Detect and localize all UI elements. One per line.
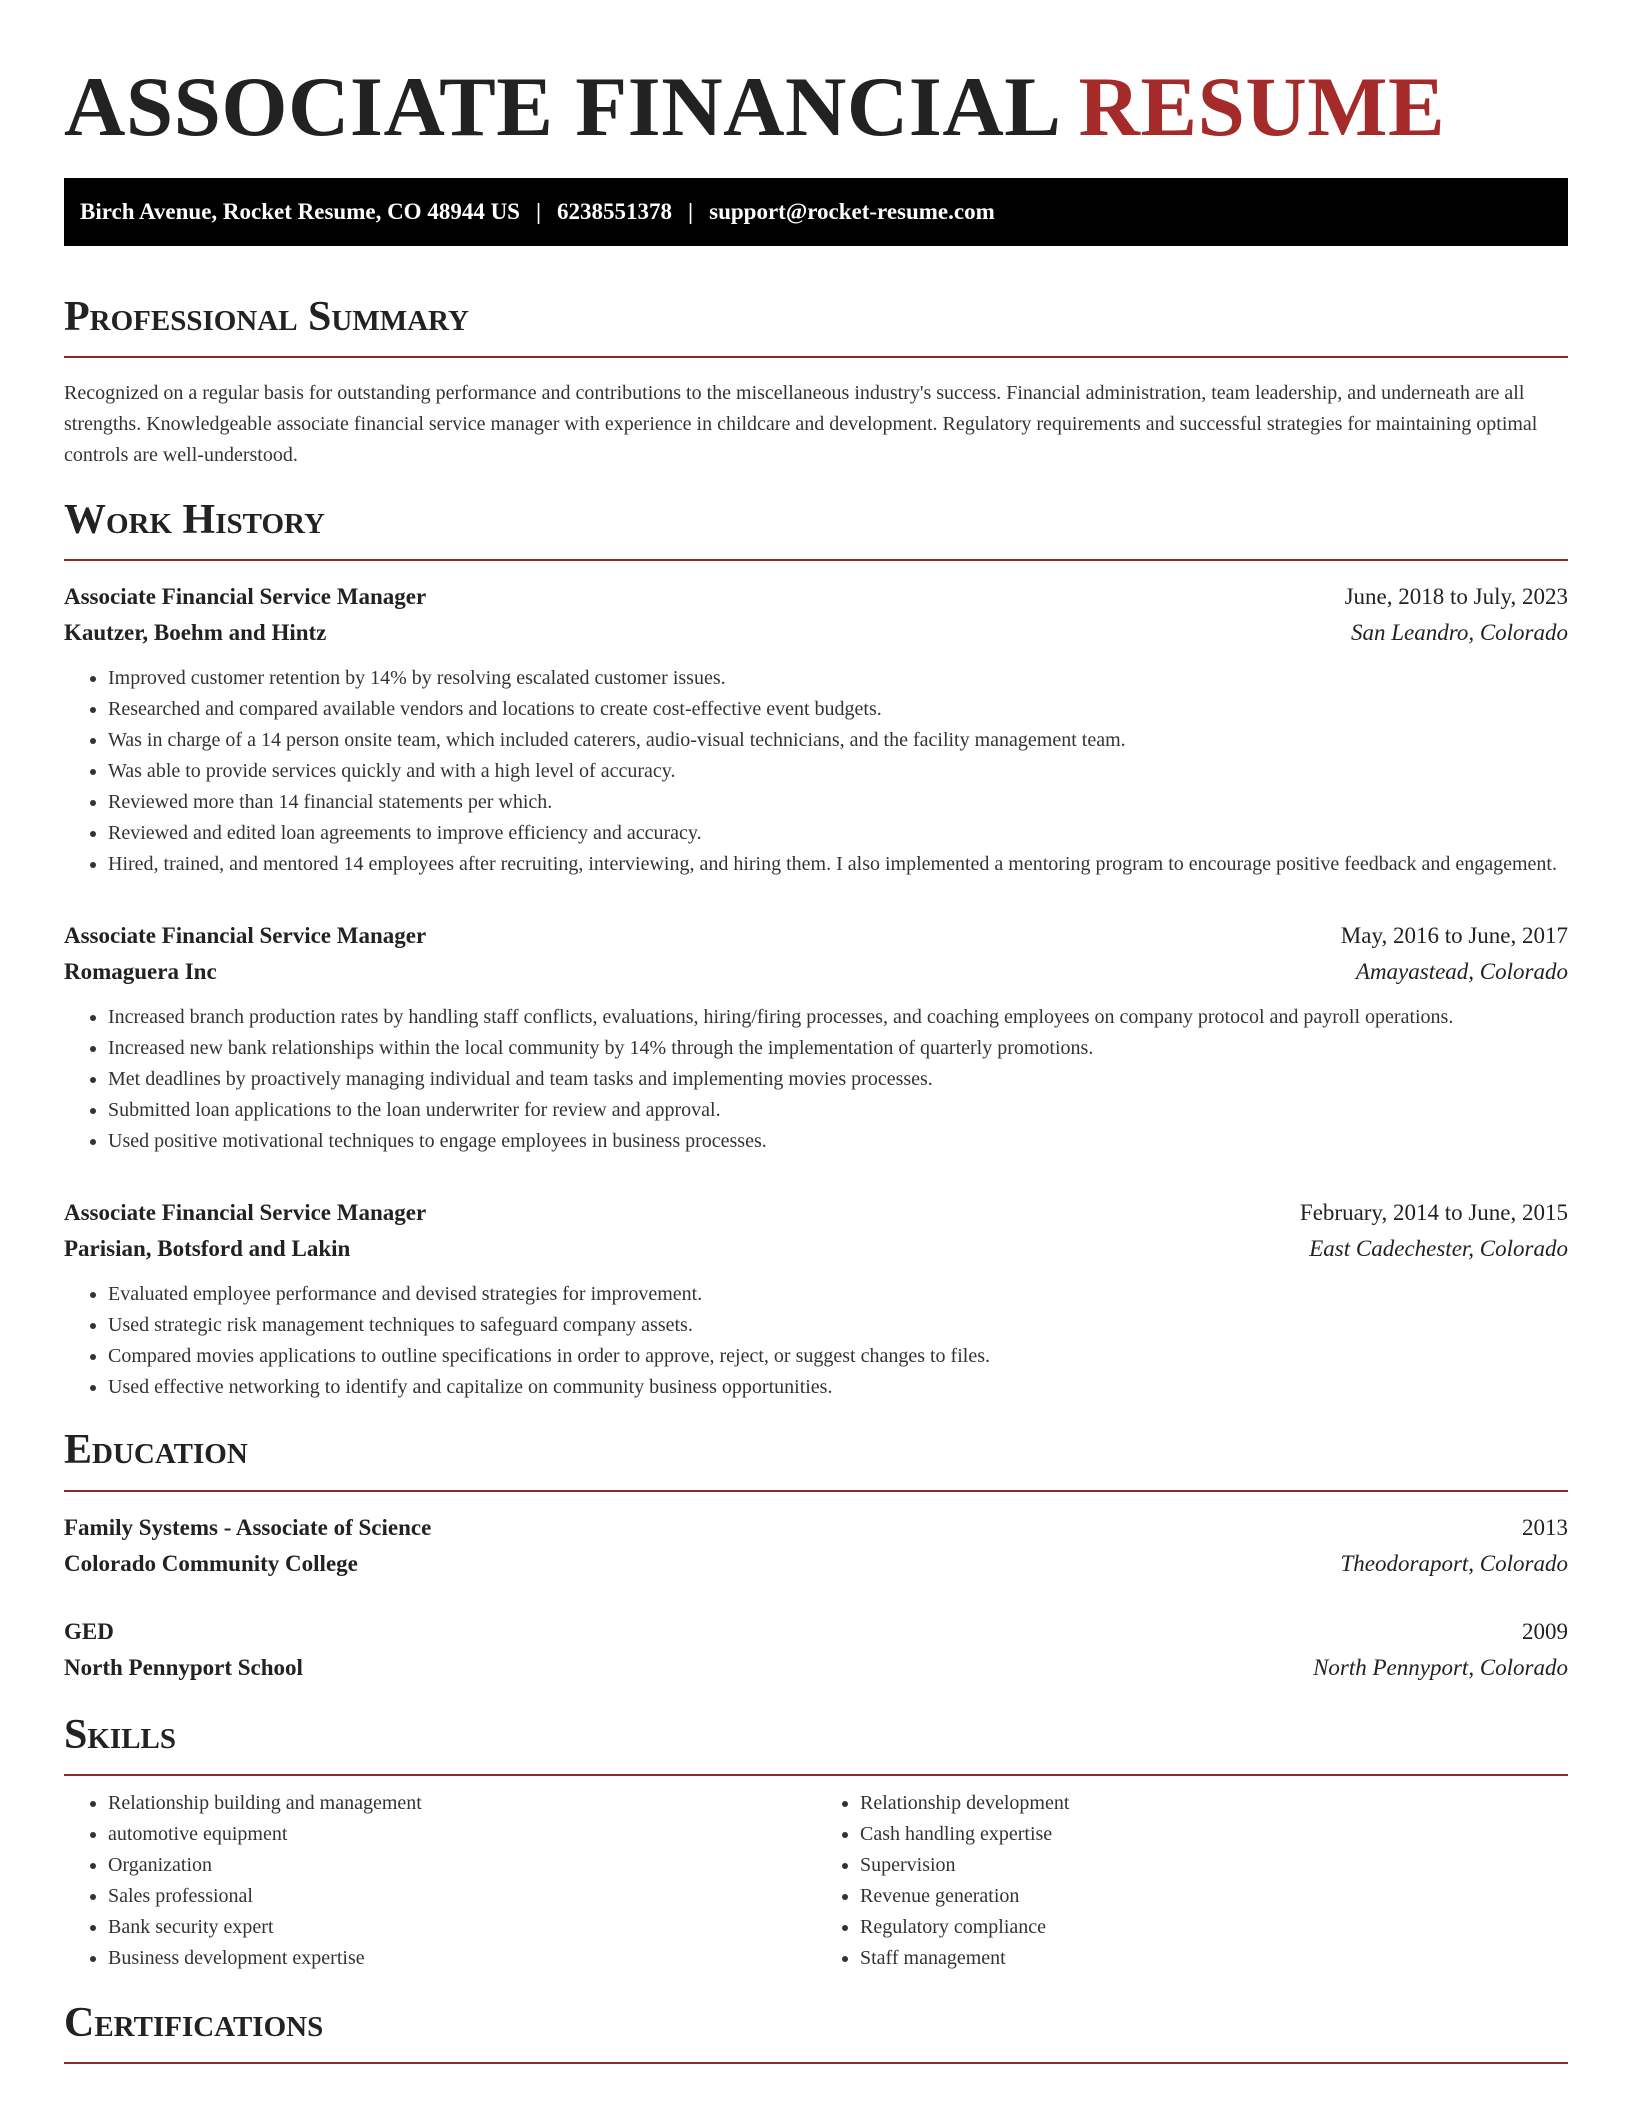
skill-item: • Supervision [860,1850,1568,1881]
job-location: East Cadechester, Colorado [1309,1236,1568,1262]
job-title: Associate Financial Service Manager [64,923,427,949]
skills-column-left [64,1788,816,1974]
skills-grid [64,1788,1568,1974]
skills-heading: Skills [64,1712,1568,1776]
education-school: Colorado Community College [64,1550,358,1576]
job-bullets [64,1279,1568,1403]
job-title: Associate Financial Service Manager [64,584,427,610]
education-location: Theodoraport, Colorado [1340,1550,1568,1576]
skill-item: • Relationship building and management [108,1788,816,1819]
education-degree: GED [64,1618,114,1644]
job-company-row [64,954,1568,990]
skills-column-right [816,1788,1568,1974]
education-degree: Family Systems - Associate of Science [64,1514,432,1540]
skill-item: • Bank security expert [108,1912,816,1943]
skill-item: • automotive equipment [108,1819,816,1850]
certifications-heading: Certifications [64,2000,1568,2064]
job-company-row [64,1231,1568,1267]
job-company: Parisian, Botsford and Lakin [64,1236,351,1262]
skill-item: • Business development expertise [108,1943,816,1974]
education-entry [64,1614,1568,1686]
job-header-row [64,579,1568,615]
list-item: • Submitted loan applications to the loan underwriter for review and approval. [108,1095,1568,1126]
education-year: 2013 [1522,1514,1568,1540]
contact-separator: | [535,199,542,224]
education-location: North Pennyport, Colorado [1313,1654,1568,1680]
job-location: Amayastead, Colorado [1355,959,1568,985]
list-item: • Increased new bank relationships within the local community by 14% through the implementation of quarterly promotions. [108,1033,1568,1064]
education-degree-row [64,1614,1568,1650]
list-item: • Reviewed more than 14 financial statements per which. [108,787,1568,818]
job-title: Associate Financial Service Manager [64,1200,427,1226]
list-item: • Met deadlines by proactively managing individual and team tasks and implementing movies processes. [108,1064,1568,1095]
education-school-row [64,1546,1568,1582]
skill-item: • Regulatory compliance [860,1912,1568,1943]
education-degree-row [64,1510,1568,1546]
list-item: • Used effective networking to identify and capitalize on community business opportunities. [108,1372,1568,1403]
list-item: • Compared movies applications to outline specifications in order to approve, reject, or suggest changes to files. [108,1341,1568,1372]
job-company: Romaguera Inc [64,959,217,985]
job-dates: May, 2016 to June, 2017 [1340,923,1568,949]
list-item: • Researched and compared available vendors and locations to create cost-effective event budgets. [108,694,1568,725]
job-dates: February, 2014 to June, 2015 [1299,1200,1568,1226]
contact-phone: 6238551378 [557,199,673,224]
job-bullets [64,1002,1568,1157]
list-item: • Hired, trained, and mentored 14 employees after recruiting, interviewing, and hiring them. I also implemented a mentoring program to encourage positive feedback and engagement. [108,849,1568,880]
skill-item: • Cash handling expertise [860,1819,1568,1850]
contact-bar [64,178,1568,246]
skill-item: • Sales professional [108,1881,816,1912]
skill-item: • Revenue generation [860,1881,1568,1912]
job-entry [64,1195,1568,1403]
job-entry [64,579,1568,880]
skill-item: • Organization [108,1850,816,1881]
job-header-row [64,1195,1568,1231]
summary-heading: Professional Summary [64,294,1568,358]
job-company: Kautzer, Boehm and Hintz [64,620,327,646]
contact-separator: | [688,199,694,224]
job-header-row [64,918,1568,954]
contact-address: Birch Avenue, Rocket Resume, CO 48944 US [80,199,520,224]
list-item: • Improved customer retention by 14% by resolving escalated customer issues. [108,663,1568,694]
work-history-heading: Work History [64,497,1568,561]
education-school-row [64,1650,1568,1686]
list-item: • Evaluated employee performance and devised strategies for improvement. [108,1279,1568,1310]
list-item: • Reviewed and edited loan agreements to improve efficiency and accuracy. [108,818,1568,849]
title-main: ASSOCIATE FINANCIAL [64,60,1057,154]
contact-email[interactable]: support@rocket-resume.com [709,199,995,224]
job-location: San Leandro, Colorado [1350,620,1568,646]
skill-item: • Staff management [860,1943,1568,1974]
list-item: • Increased branch production rates by handling staff conflicts, evaluations, hiring/firing processes, and coaching employees on company protocol and payroll operations. [108,1002,1568,1033]
education-school: North Pennyport School [64,1654,303,1680]
resume-title [64,0,1568,158]
skill-item: • Relationship development [860,1788,1568,1819]
list-item: • Was in charge of a 14 person onsite team, which included caterers, audio-visual technicians, and the facility management team. [108,725,1568,756]
job-company-row [64,615,1568,651]
summary-text: Recognized on a regular basis for outstanding performance and contributions to the miscellaneous industry's success. Financial administration, team leadership, and underneath are all strengths. Knowledgeable associate financial service manager with experience in childcare and development. Regulatory requirements and successful strategies for maintaining optimal controls are well-understood. [64,382,1538,467]
list-item: • Used strategic risk management techniques to safeguard company assets. [108,1310,1568,1341]
list-item: • Used positive motivational techniques to engage employees in business processes. [108,1126,1568,1157]
job-dates: June, 2018 to July, 2023 [1344,584,1568,610]
education-year: 2009 [1522,1618,1568,1644]
list-item: • Was able to provide services quickly and with a high level of accuracy. [108,756,1568,787]
education-entry [64,1510,1568,1582]
education-heading: Education [64,1427,1568,1491]
job-entry [64,918,1568,1157]
job-bullets [64,663,1568,880]
title-accent: RESUME [1078,60,1446,154]
